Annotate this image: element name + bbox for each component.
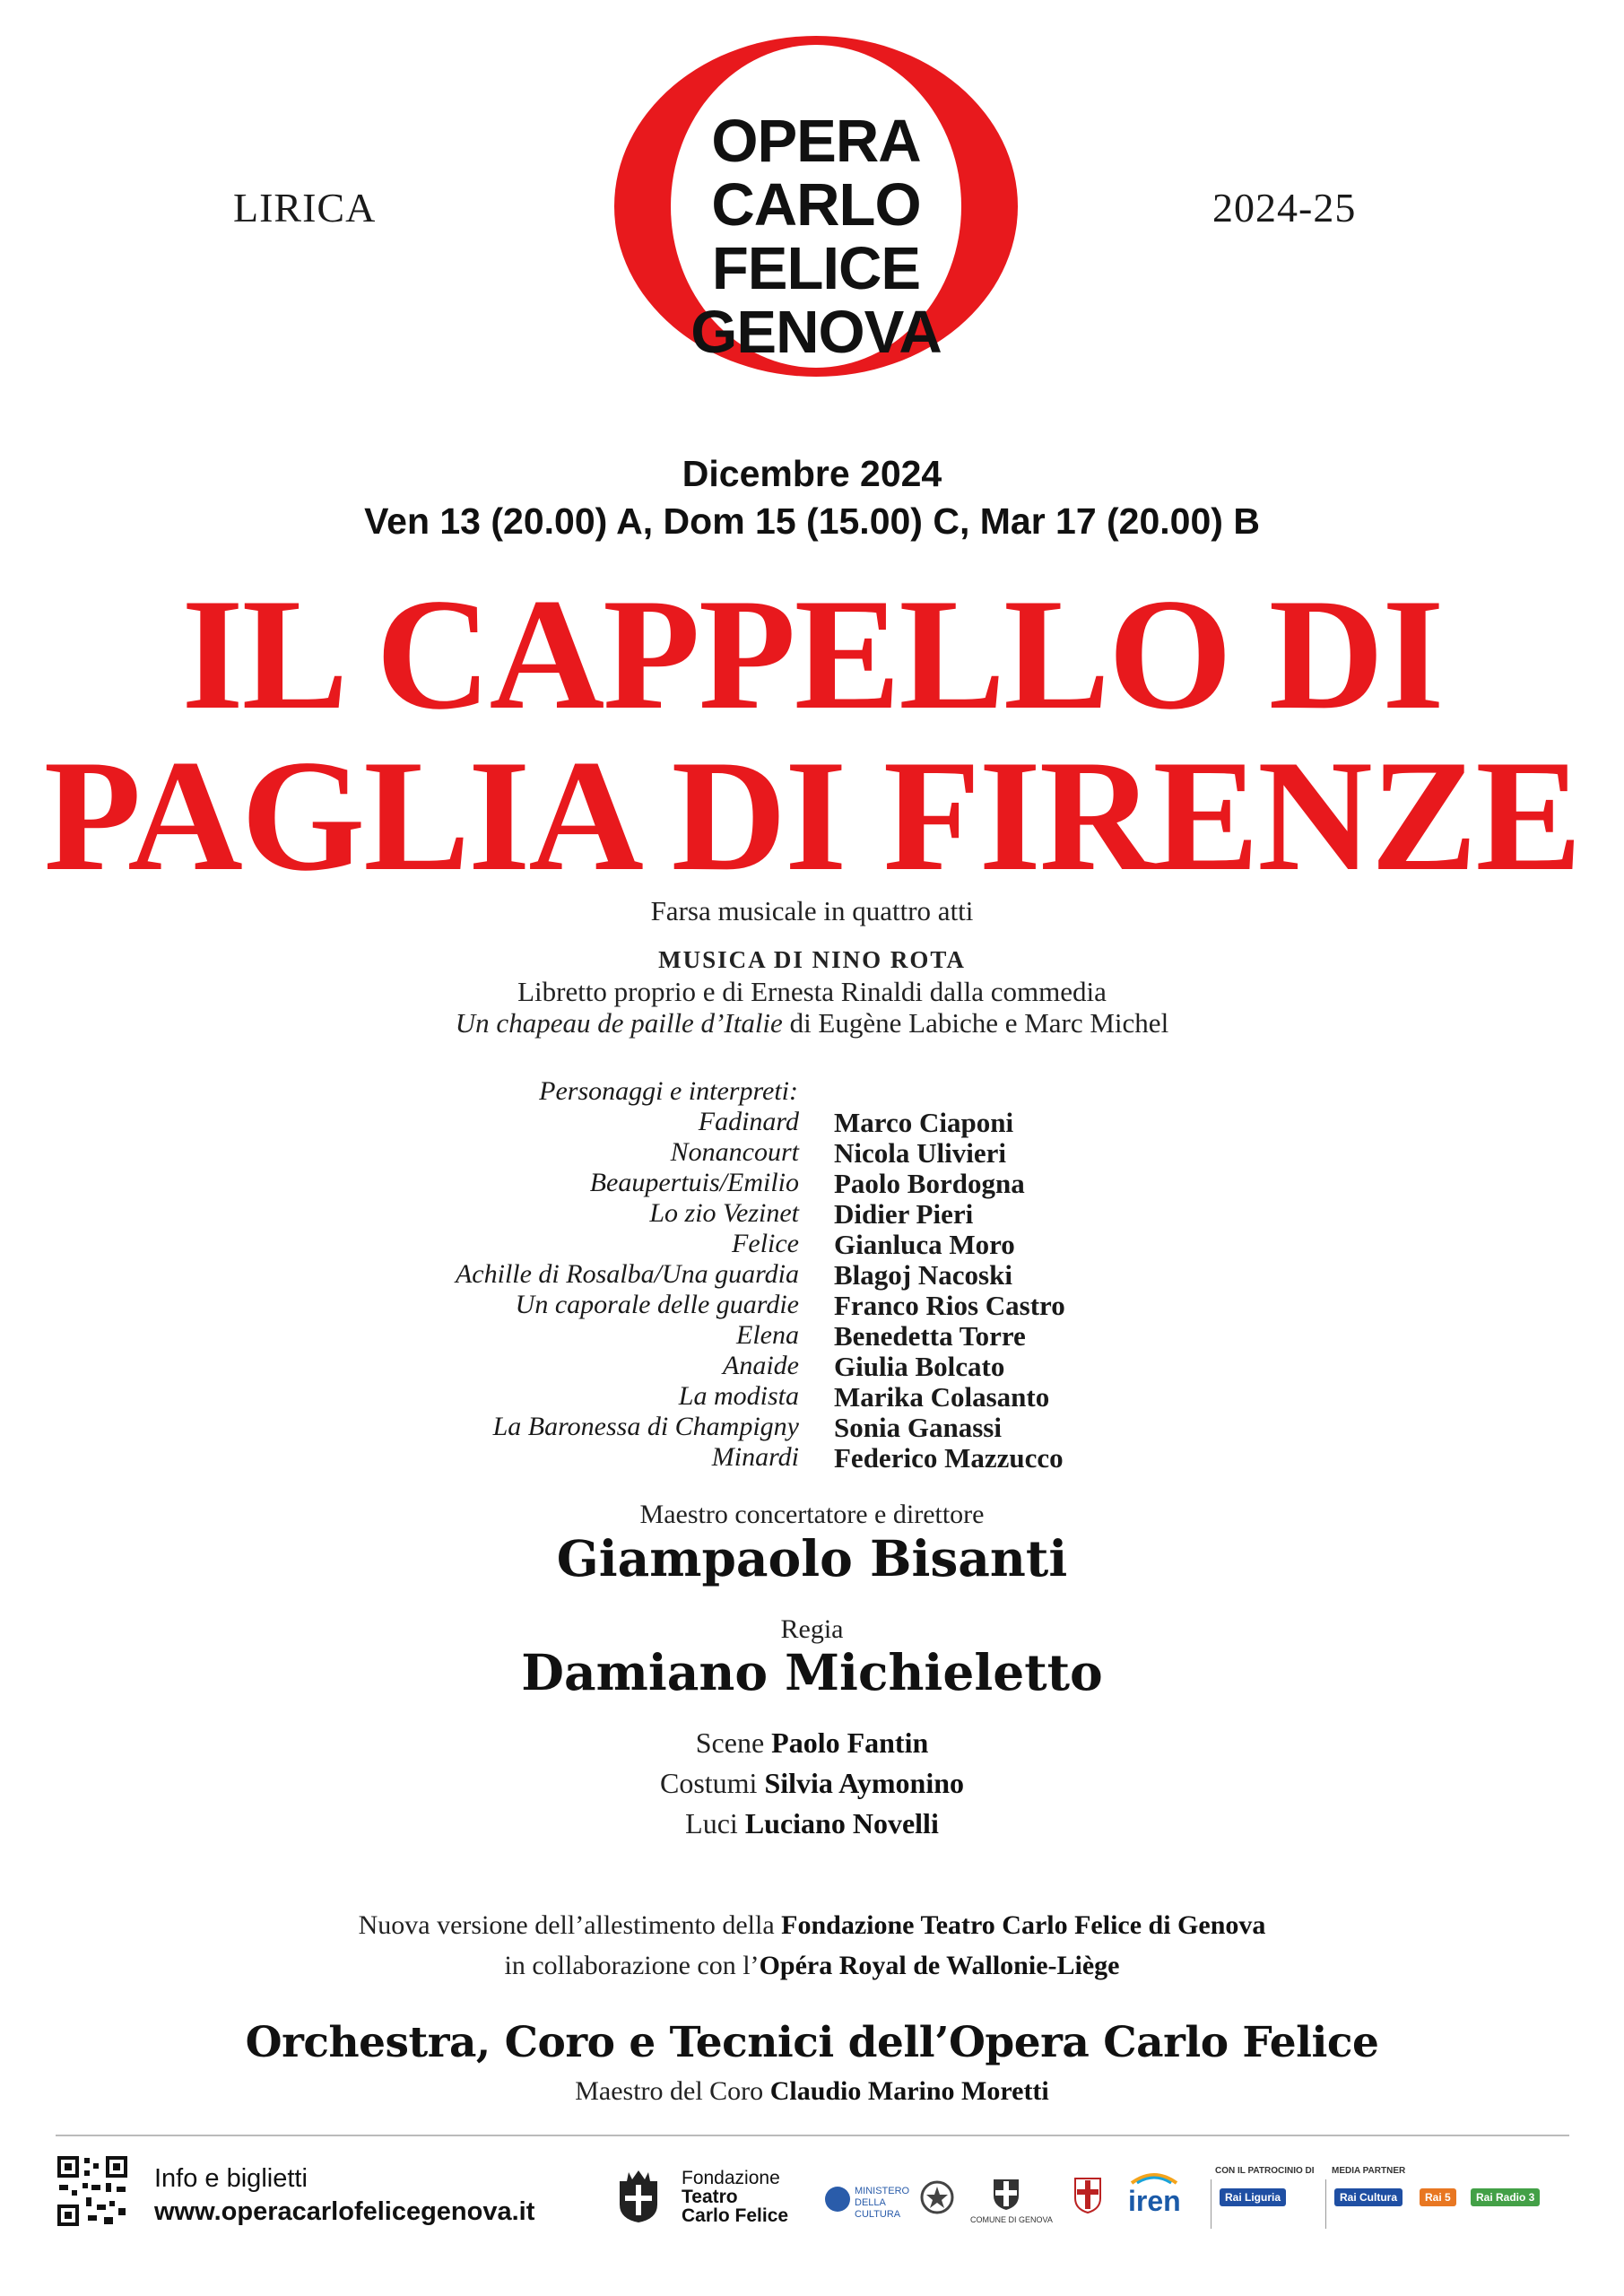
conductor-name: Giampaolo Bisanti	[556, 1529, 1068, 1587]
chorus-label: Maestro del Coro	[575, 2076, 770, 2106]
director-label: Regia	[780, 1614, 844, 1644]
cast-singer: Gianluca Moro	[834, 1229, 1015, 1260]
comune-genova-crest-icon	[986, 2172, 1026, 2212]
director-name: Damiano Michieletto	[521, 1643, 1103, 1701]
chorus-name: Claudio Marino Moretti	[769, 2076, 1049, 2106]
production-text: Nuova versione dell’allestimento della	[358, 1910, 782, 1940]
rai-liguria-logo: Rai Liguria	[1220, 2188, 1286, 2206]
performance-dates: Ven 13 (20.00) A, Dom 15 (15.00) C, Mar 17 (20.00) B	[364, 500, 1260, 542]
cast-role: Lo zio Vezinet	[649, 1198, 799, 1228]
footer-divider	[56, 2135, 1569, 2136]
qr-code-icon[interactable]	[56, 2154, 129, 2228]
logo-line-opera: OPERA	[711, 108, 921, 175]
cast-singer: Benedetta Torre	[834, 1320, 1026, 1352]
cast-row	[0, 1107, 1624, 1137]
cast-singer: Franco Rios Castro	[834, 1290, 1065, 1321]
cast-singer: Giulia Bolcato	[834, 1351, 1005, 1382]
fondazione-line: Carlo Felice	[682, 2205, 789, 2226]
cast-role: Fadinard	[698, 1107, 799, 1136]
libretto-source-authors: di Eugène Labiche e Marc Michel	[782, 1007, 1169, 1039]
patrocinio-label: CON IL PATROCINIO DI	[1215, 2166, 1315, 2176]
credit-name: Paolo Fantin	[771, 1726, 929, 1759]
cast-row	[0, 1412, 1624, 1442]
fondazione-logo-text	[682, 2169, 788, 2225]
cast-singer: Marco Ciaponi	[834, 1107, 1014, 1138]
cast-singer: Marika Colasanto	[834, 1381, 1050, 1413]
performance-month: Dicembre 2024	[682, 453, 942, 494]
cast-role: Un caporale delle guardie	[515, 1290, 799, 1319]
cast-role: Anaide	[723, 1351, 799, 1380]
repubblica-emblem-icon	[919, 2178, 955, 2217]
credit-costumi	[0, 1767, 1624, 1800]
rai5-logo: Rai 5	[1420, 2188, 1456, 2206]
credit-name: Luciano Novelli	[744, 1807, 939, 1839]
ministero-label: MINISTERO DELLA CULTURA	[855, 2186, 910, 2220]
production-line2	[0, 1951, 1624, 1981]
credit-label: Scene	[695, 1726, 772, 1759]
footer-separator	[1325, 2179, 1326, 2229]
cast-singer: Federico Mazzucco	[834, 1442, 1064, 1474]
credit-name: Silvia Aymonino	[764, 1767, 965, 1799]
credit-luci	[0, 1807, 1624, 1840]
chorus-master-credit	[0, 2076, 1624, 2107]
cast-role: La modista	[678, 1381, 799, 1411]
libretto-source-work: Un chapeau de paille d’Italie	[455, 1007, 783, 1039]
production-text: in collaborazione con l’	[504, 1951, 760, 1980]
cast-row	[0, 1198, 1624, 1229]
logo-line-genova: GENOVA	[690, 299, 942, 366]
cast-role: Elena	[736, 1320, 799, 1350]
season-year-label: 2024-25	[1212, 185, 1357, 230]
media-partner-label: MEDIA PARTNER	[1332, 2166, 1406, 2176]
ministero-emblem-icon	[825, 2187, 850, 2212]
opera-carlo-felice-logo	[605, 27, 1027, 386]
opera-subtitle: Farsa musicale in quattro atti	[650, 895, 974, 926]
credit-label: Luci	[685, 1807, 745, 1839]
production-bold: Fondazione Teatro Carlo Felice di Genova	[781, 1910, 1266, 1940]
info-label: Info e biglietti	[154, 2164, 308, 2193]
logo-text	[605, 109, 1027, 364]
iren-arc-icon	[1128, 2170, 1180, 2185]
opera-title-line2: PAGLIA DI FIRENZE	[43, 726, 1581, 904]
cast-row	[0, 1137, 1624, 1168]
rai-cultura-logo: Rai Cultura	[1334, 2188, 1403, 2206]
conductor-label: Maestro concertatore e direttore	[639, 1500, 985, 1529]
production-bold: Opéra Royal de Wallonie-Liège	[759, 1951, 1120, 1980]
regione-liguria-crest-icon	[1072, 2175, 1104, 2214]
fondazione-line: Teatro	[682, 2187, 738, 2207]
season-type-label: LIRICA	[233, 185, 377, 230]
cast-row	[0, 1320, 1624, 1351]
cast-role: La Baronessa di Champigny	[492, 1412, 799, 1441]
cast-row	[0, 1168, 1624, 1198]
cast-singer: Blagoj Nacoski	[834, 1259, 1012, 1291]
cast-role: Nonancourt	[670, 1137, 799, 1167]
orchestra-credit: Orchestra, Coro e Tecnici dell’Opera Carlo Felice	[245, 2018, 1379, 2067]
libretto-line: Libretto proprio e di Ernesta Rinaldi dalla commedia	[517, 976, 1107, 1007]
opera-title-line1: IL CAPPELLO DI	[181, 565, 1443, 743]
logo-line-felice: FELICE	[711, 235, 921, 302]
cast-role: Minardi	[711, 1442, 799, 1472]
cast-row	[0, 1442, 1624, 1473]
cast-role: Felice	[732, 1229, 799, 1258]
cast-heading: Personaggi e interpreti:	[539, 1076, 798, 1106]
website-link[interactable]: www.operacarlofelicegenova.it	[154, 2197, 535, 2226]
cast-row	[0, 1381, 1624, 1412]
iren-logo-text: iren	[1128, 2185, 1181, 2217]
credit-label: Costumi	[659, 1767, 765, 1799]
cast-row	[0, 1229, 1624, 1259]
cast-singer: Paolo Bordogna	[834, 1168, 1025, 1199]
fondazione-line: Fondazione	[682, 2168, 780, 2188]
cast-singer: Nicola Ulivieri	[834, 1137, 1006, 1169]
comune-label: COMUNE DI GENOVA	[970, 2215, 1053, 2224]
libretto-source-line	[0, 1007, 1624, 1039]
cast-singer: Sonia Ganassi	[834, 1412, 1002, 1443]
cast-row	[0, 1259, 1624, 1290]
fondazione-crest-icon	[612, 2169, 664, 2224]
rai-radio3-logo: Rai Radio 3	[1471, 2188, 1540, 2206]
credit-scene	[0, 1726, 1624, 1760]
cast-singer: Didier Pieri	[834, 1198, 974, 1230]
cast-row	[0, 1351, 1624, 1381]
composer-credit: MUSICA DI NINO ROTA	[658, 946, 966, 973]
cast-role: Achille di Rosalba/Una guardia	[455, 1259, 799, 1289]
cast-row	[0, 1290, 1624, 1320]
cast-role: Beaupertuis/Emilio	[589, 1168, 799, 1197]
production-line1	[0, 1910, 1624, 1941]
logo-line-carlo: CARLO	[711, 171, 921, 239]
